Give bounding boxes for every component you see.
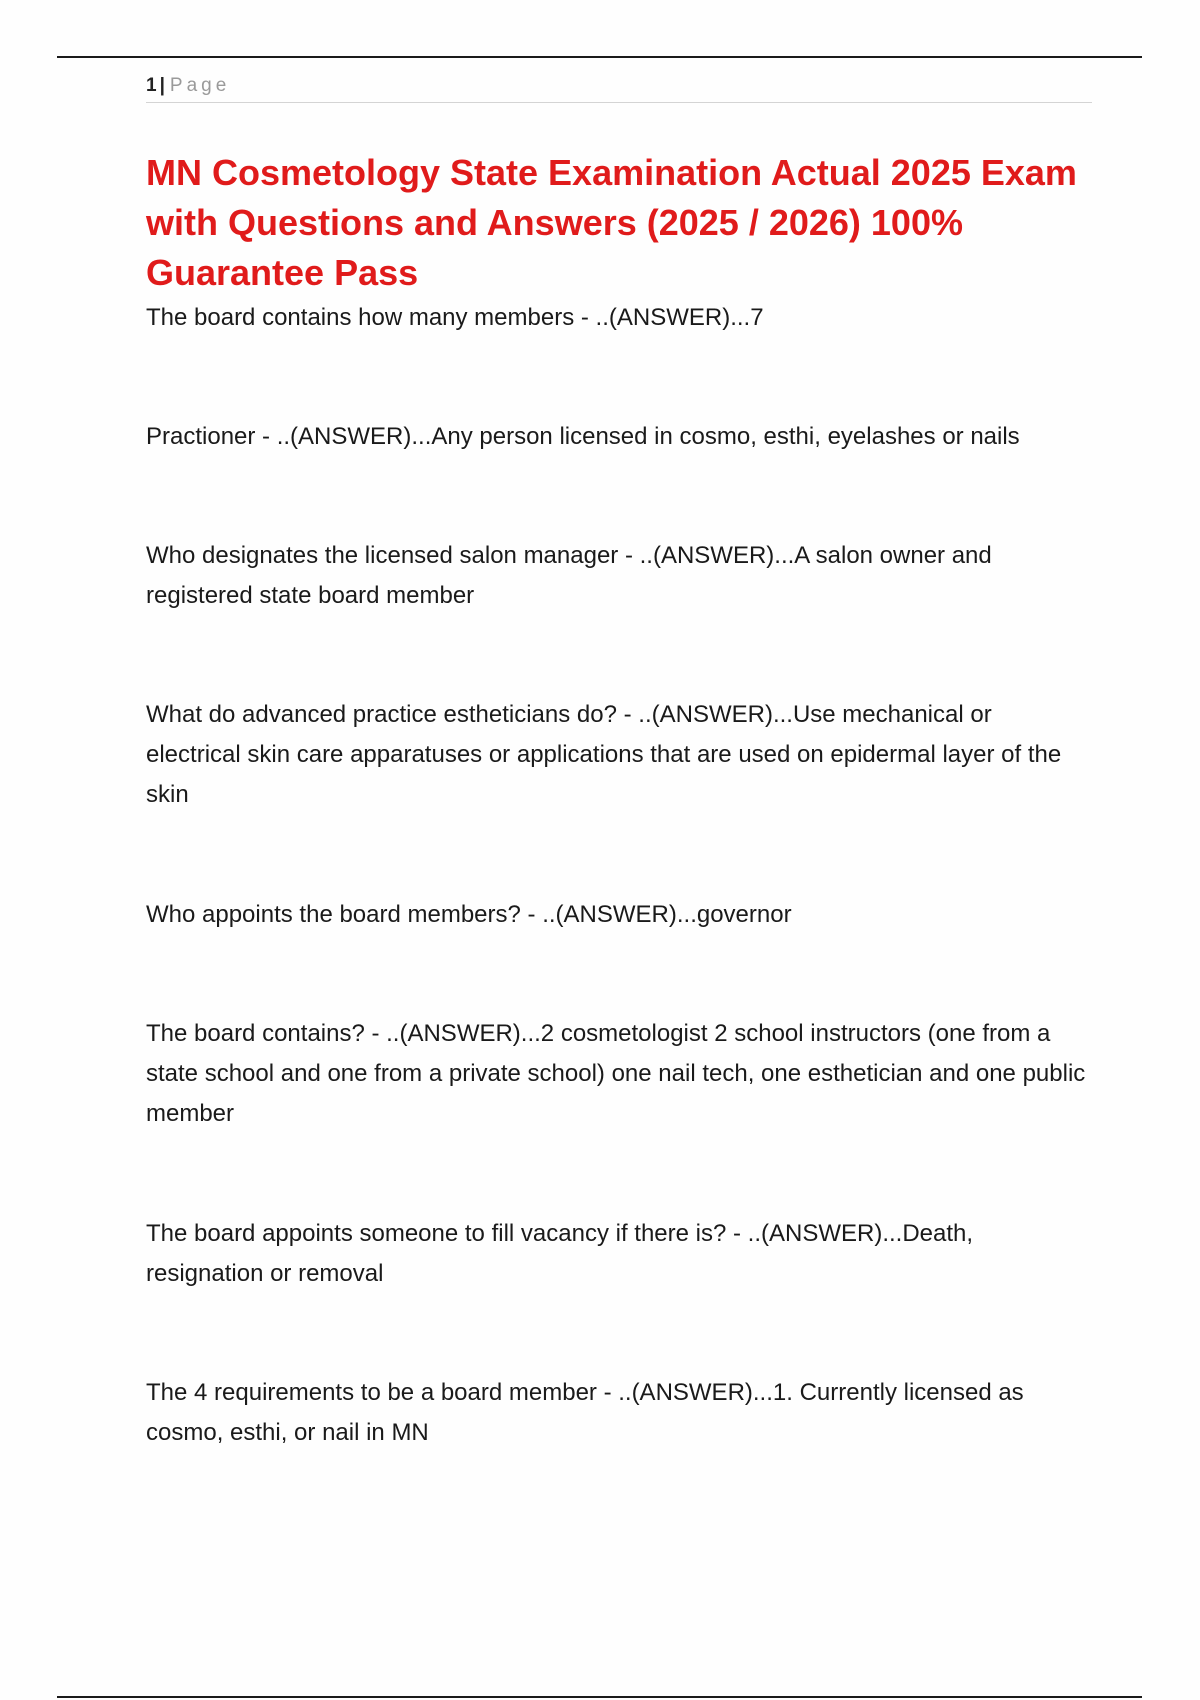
page-header	[146, 74, 1092, 103]
qa-item: The board contains how many members - ..(ANSWER)...7	[146, 304, 764, 331]
qa-item: What do advanced practice estheticians do? - ..(ANSWER)...Use mechanical or electrical skin care apparatuses or applications that are used on epidermal layer of the skin	[146, 701, 1062, 808]
qa-item: Who appoints the board members? - ..(ANSWER)...governor	[146, 901, 792, 928]
qa-item: Practioner - ..(ANSWER)...Any person licensed in cosmo, esthi, eyelashes or nails	[146, 423, 1020, 450]
qa-item: The board appoints someone to fill vacancy if there is? - ..(ANSWER)...Death, resignation or removal	[146, 1220, 974, 1287]
page-number: 1	[146, 75, 157, 96]
qa-item: The 4 requirements to be a board member - ..(ANSWER)...1. Currently licensed as cosmo, esthi, or nail in MN	[146, 1379, 1024, 1446]
bottom-rule	[57, 1696, 1142, 1698]
page-label: Page	[169, 75, 231, 96]
top-rule	[57, 56, 1142, 58]
qa-item: Who designates the licensed salon manager - ..(ANSWER)...A salon owner and registered state board member	[146, 542, 992, 609]
qa-item: The board contains? - ..(ANSWER)...2 cosmetologist 2 school instructors (one from a state school and one from a private school) one nail tech, one esthetician and one public member	[146, 1020, 1086, 1127]
document-title: MN Cosmetology State Examination Actual 2025 Exam with Questions and Answers (2025 / 2026) 100% Guarantee Pass	[146, 152, 1077, 293]
qa-list	[146, 298, 1092, 1453]
document-content	[146, 148, 1092, 1453]
page-separator: |	[159, 75, 165, 96]
